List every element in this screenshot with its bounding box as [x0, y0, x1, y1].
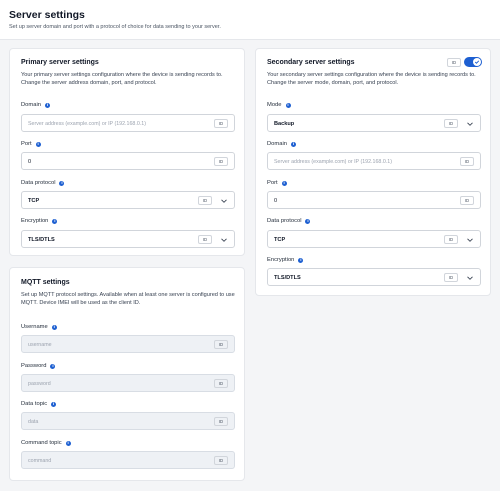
- chevron-down-icon: [466, 236, 474, 244]
- secondary-mode-select[interactable]: [267, 114, 481, 132]
- mqtt-password-placeholder: password: [28, 380, 51, 387]
- chevron-down-icon: [466, 274, 474, 282]
- id-badge[interactable]: ID: [447, 58, 461, 67]
- primary-encryption-select[interactable]: [21, 230, 235, 248]
- primary-port-value: 0: [28, 158, 32, 165]
- id-badge[interactable]: ID: [214, 157, 228, 166]
- mqtt-command-topic-label: Command topic i: [21, 440, 69, 446]
- secondary-domain-placeholder: Server address (example.com) or IP (192.168.0.1): [274, 158, 392, 165]
- secondary-domain-label: Domain i: [267, 141, 295, 147]
- chevron-down-icon: [220, 236, 228, 244]
- primary-protocol-label: Data protocol i: [21, 180, 63, 186]
- primary-domain-label: Domain i: [21, 102, 49, 108]
- secondary-domain-input[interactable]: [267, 152, 481, 170]
- id-badge[interactable]: ID: [198, 235, 212, 244]
- primary-server-description: Your primary server settings configuration where the device is sending records to. Change the server address domain, port, and protocol.: [21, 72, 223, 86]
- info-icon[interactable]: i: [53, 325, 55, 329]
- mqtt-settings-card: [9, 267, 245, 481]
- secondary-protocol-label: Data protocol i: [267, 218, 309, 224]
- id-badge[interactable]: ID: [444, 235, 458, 244]
- id-badge[interactable]: ID: [444, 273, 458, 282]
- info-icon[interactable]: i: [52, 402, 55, 406]
- page-title: Server settings: [9, 9, 85, 21]
- secondary-port-input[interactable]: [267, 191, 481, 209]
- chevron-down-icon: [220, 197, 228, 205]
- info-icon[interactable]: i: [54, 219, 56, 223]
- primary-domain-placeholder: Server address (example.com) or IP (192.168.0.1): [28, 120, 146, 127]
- secondary-server-card: [255, 48, 491, 296]
- mqtt-command-topic-input[interactable]: [21, 451, 235, 469]
- primary-server-title: Primary server settings: [21, 59, 99, 66]
- mqtt-title: MQTT settings: [21, 279, 70, 286]
- info-icon[interactable]: i: [287, 103, 289, 107]
- id-badge[interactable]: ID: [214, 379, 228, 388]
- secondary-server-description: Your secondary server settings configuration where the device is sending records to. Change the server mode, domain, port, and protocol.: [267, 72, 476, 86]
- chevron-down-icon: [466, 120, 474, 128]
- primary-encryption-label: Encryption i: [21, 218, 56, 224]
- mqtt-password-input[interactable]: [21, 374, 235, 392]
- info-icon[interactable]: i: [307, 219, 309, 223]
- primary-protocol-value: TCP: [28, 197, 40, 204]
- secondary-mode-value: Backup: [274, 120, 295, 127]
- secondary-encryption-select[interactable]: [267, 268, 481, 286]
- primary-server-card: [9, 48, 245, 256]
- info-icon[interactable]: i: [300, 258, 302, 262]
- primary-protocol-select[interactable]: [21, 191, 235, 209]
- toggle-knob: [473, 58, 481, 66]
- secondary-port-value: 0: [274, 197, 278, 204]
- mqtt-data-topic-input[interactable]: [21, 412, 235, 430]
- info-icon[interactable]: i: [67, 441, 69, 445]
- secondary-encryption-label: Encryption i: [267, 257, 302, 263]
- id-badge[interactable]: ID: [460, 196, 474, 205]
- mqtt-username-label: Username i: [21, 324, 55, 330]
- primary-port-label: Port i: [21, 141, 39, 147]
- id-badge[interactable]: ID: [214, 456, 228, 465]
- primary-domain-input[interactable]: [21, 114, 235, 132]
- check-icon: [474, 59, 480, 65]
- secondary-protocol-value: TCP: [274, 236, 286, 243]
- page-subtitle: Set up server domain and port with a protocol of choice for data sending to your server.: [9, 24, 221, 30]
- id-badge[interactable]: ID: [460, 157, 474, 166]
- secondary-protocol-select[interactable]: [267, 230, 481, 248]
- info-icon[interactable]: i: [52, 364, 54, 368]
- id-badge[interactable]: ID: [444, 119, 458, 128]
- secondary-server-title: Secondary server settings: [267, 59, 355, 66]
- secondary-mode-label: Mode i: [267, 102, 289, 108]
- mqtt-password-label: Password i: [21, 363, 54, 369]
- primary-port-input[interactable]: [21, 152, 235, 170]
- mqtt-data-topic-placeholder: data: [28, 418, 39, 425]
- id-badge[interactable]: ID: [214, 417, 228, 426]
- info-icon[interactable]: i: [46, 103, 49, 107]
- info-icon[interactable]: i: [61, 181, 63, 185]
- info-icon[interactable]: i: [283, 181, 285, 185]
- mqtt-username-placeholder: username: [28, 341, 52, 348]
- id-badge[interactable]: ID: [214, 340, 228, 349]
- id-badge[interactable]: ID: [198, 196, 212, 205]
- secondary-port-label: Port i: [267, 180, 285, 186]
- primary-encryption-value: TLS/DTLS: [28, 236, 55, 243]
- id-badge[interactable]: ID: [214, 119, 228, 128]
- secondary-encryption-value: TLS/DTLS: [274, 274, 301, 281]
- secondary-server-toggle[interactable]: [464, 57, 482, 67]
- info-icon[interactable]: i: [292, 142, 295, 146]
- mqtt-command-topic-placeholder: command: [28, 457, 52, 464]
- mqtt-description: Set up MQTT protocol settings. Available when at least one server is configured to use MQTT. Device IMEI will be used as the client ID.: [21, 292, 235, 306]
- page-header: [0, 0, 500, 40]
- mqtt-data-topic-label: Data topic i: [21, 401, 55, 407]
- mqtt-username-input[interactable]: [21, 335, 235, 353]
- info-icon[interactable]: i: [37, 142, 39, 146]
